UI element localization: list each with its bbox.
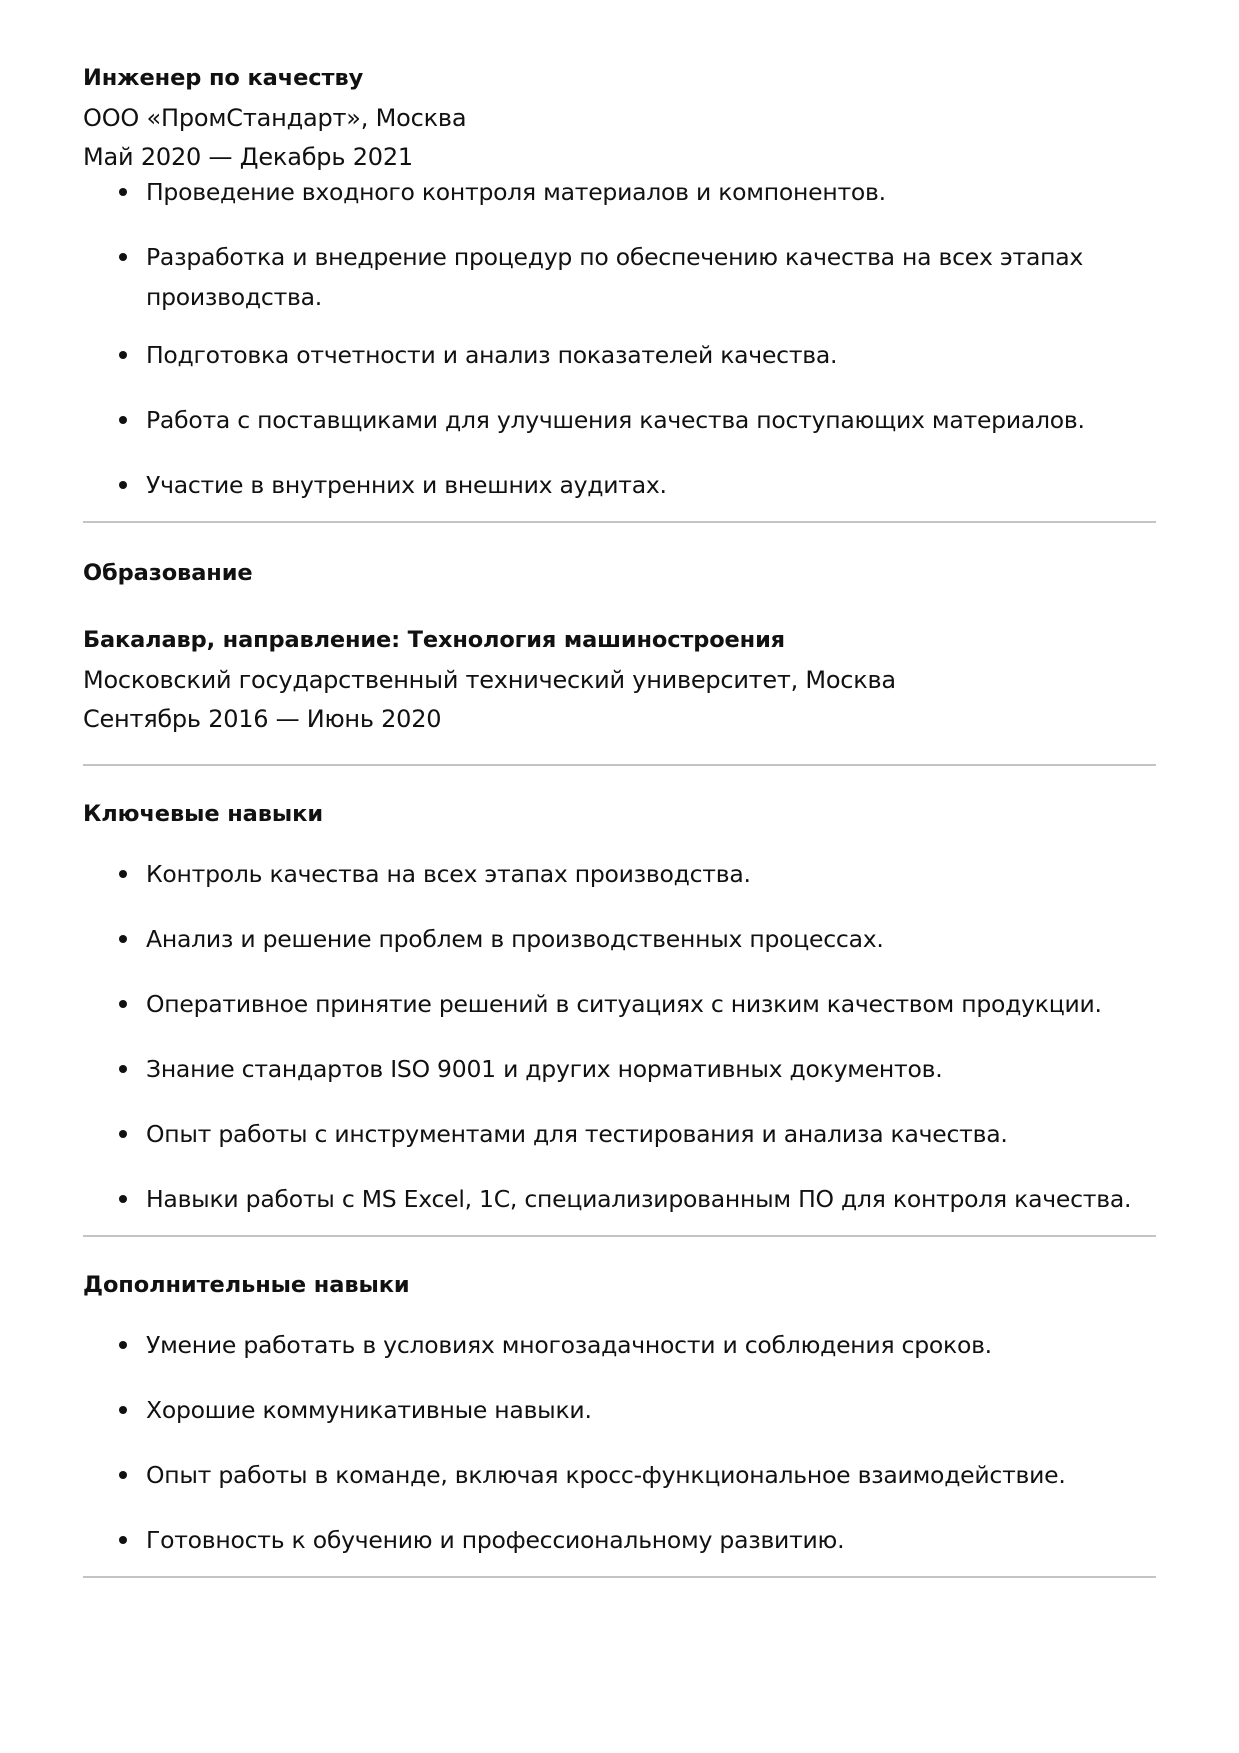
section-heading: Образование — [83, 560, 253, 586]
section-heading: Дополнительные навыки — [83, 1272, 410, 1298]
list-item: Навыки работы с MS Excel, 1С, специализированным ПО для контроля качества. — [83, 1179, 1156, 1219]
duties-list — [83, 172, 1156, 505]
job-title: Инженер по качеству — [83, 65, 364, 91]
education-section — [83, 523, 1156, 764]
list-item: Знание стандартов ISO 9001 и других нормативных документов. — [83, 1049, 1156, 1089]
key-skills-section — [83, 766, 1156, 1219]
additional-skills-section — [83, 1237, 1156, 1560]
list-item: Проведение входного контроля материалов и компонентов. — [83, 172, 1156, 212]
list-item: Подготовка отчетности и анализ показателей качества. — [83, 335, 1156, 375]
section-divider — [83, 1576, 1156, 1578]
list-item: Разработка и внедрение процедур по обеспечению качества на всех этапах производства. — [83, 237, 1156, 317]
institution-name: Московский государственный технический университет, Москва — [83, 666, 896, 694]
additional-skills-list — [83, 1325, 1156, 1560]
list-item: Хорошие коммуникативные навыки. — [83, 1390, 1156, 1430]
list-item: Опыт работы в команде, включая кросс-функциональное взаимодействие. — [83, 1455, 1156, 1495]
degree-title: Бакалавр, направление: Технология машиностроения — [83, 627, 785, 653]
list-item: Контроль качества на всех этапах производства. — [83, 854, 1156, 894]
list-item: Готовность к обучению и профессиональному развитию. — [83, 1520, 1156, 1560]
company-name: ООО «ПромСтандарт», Москва — [83, 104, 467, 132]
list-item: Работа с поставщиками для улучшения качества поступающих материалов. — [83, 400, 1156, 440]
section-heading: Ключевые навыки — [83, 801, 323, 827]
list-item: Участие в внутренних и внешних аудитах. — [83, 465, 1156, 505]
key-skills-list — [83, 854, 1156, 1219]
education-period: Сентябрь 2016 — Июнь 2020 — [83, 705, 442, 733]
list-item: Оперативное принятие решений в ситуациях с низким качеством продукции. — [83, 984, 1156, 1024]
list-item: Анализ и решение проблем в производственных процессах. — [83, 919, 1156, 959]
list-item: Опыт работы с инструментами для тестирования и анализа качества. — [83, 1114, 1156, 1154]
experience-entry — [83, 0, 1156, 505]
list-item: Умение работать в условиях многозадачности и соблюдения сроков. — [83, 1325, 1156, 1365]
job-period: Май 2020 — Декабрь 2021 — [83, 143, 413, 171]
